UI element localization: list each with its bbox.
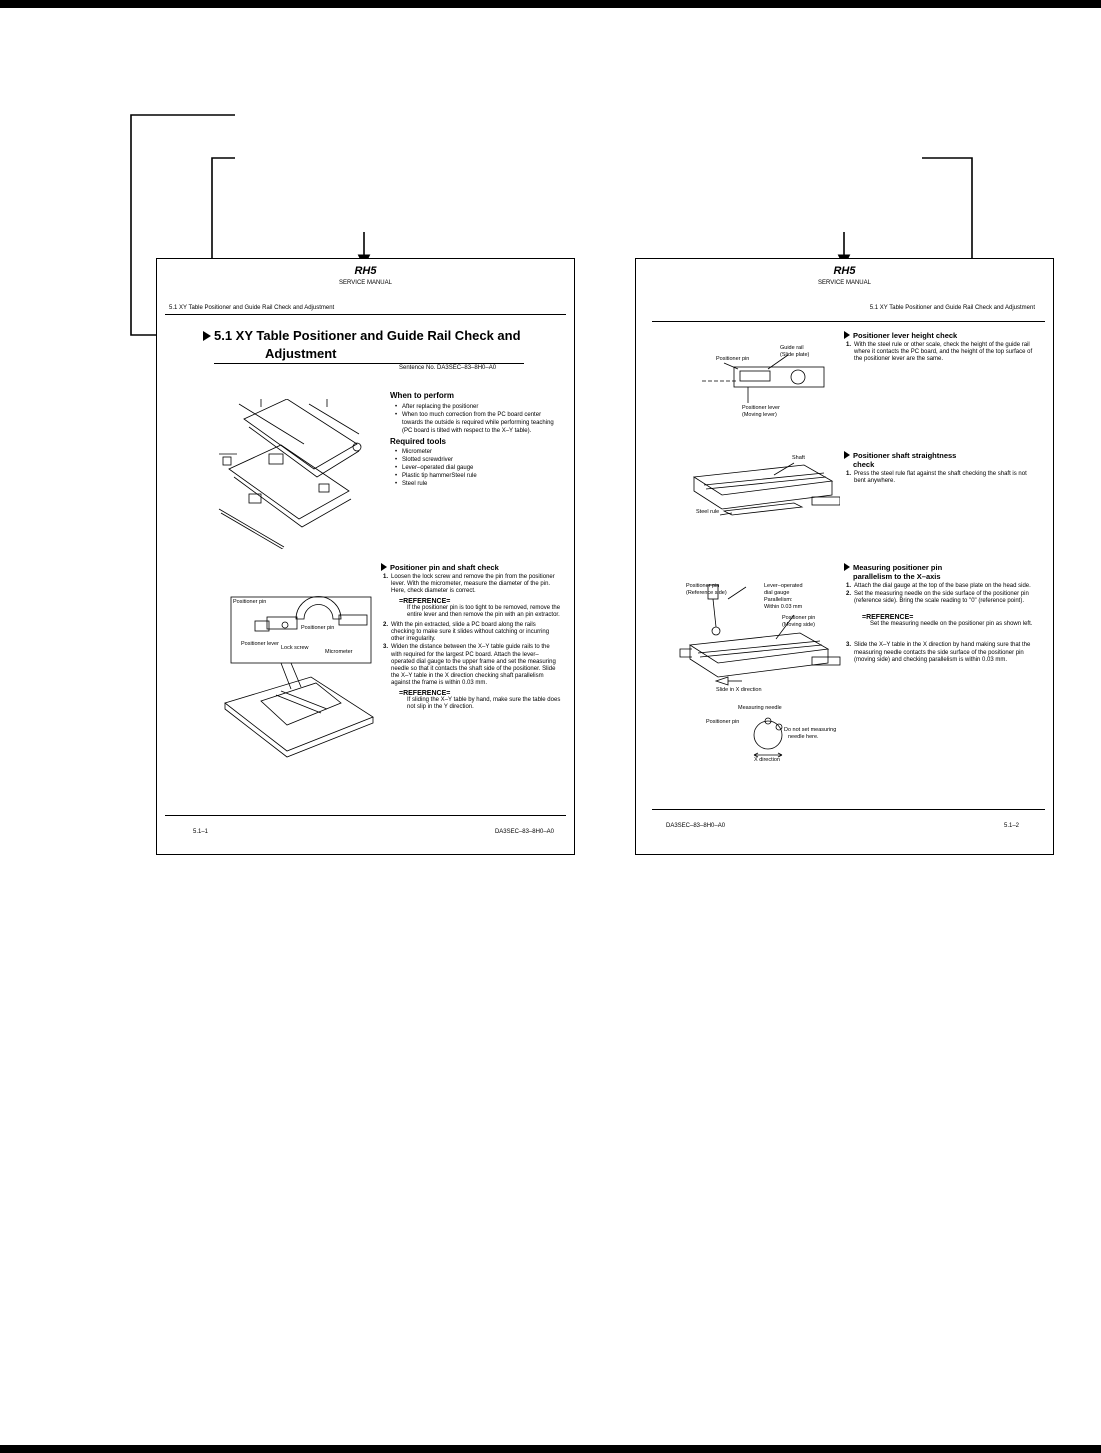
step-item: 2. With the pin extracted, slide a PC board along the rails checking to make sure it slides without catching or incurring other irregularity. [383,621,550,643]
reference-note: =REFERENCE= If sliding the X–Y table by hand, make sure the table does not slip in the Y direction. [399,689,561,711]
section-header: 5.1 XY Table Positioner and Guide Rail Check and Adjustment [869,305,1035,311]
tools-heading: Required tools [390,437,447,446]
label-positioner-pin: Positioner pin [716,356,750,362]
footer-page-number: 5.1–1 [193,829,209,835]
model-name: RH5 [354,265,377,277]
parallelism-figure [676,577,846,767]
shaft-straightness-section [844,451,1034,486]
pin-shaft-heading: Positioner pin and shaft check [381,563,561,572]
label-positioner-pin: Positioner pin [233,599,267,605]
label-moving-side: (Moving side) [782,622,816,628]
parallelism-section [844,563,1034,665]
label-slide-plate: (Slide plate) [780,352,810,358]
header-rule [165,314,566,315]
label-positioner-lever: Positioner lever [241,641,279,647]
label-shaft: Shaft [792,455,805,461]
label-positioner-lever: Positioner lever [742,405,780,411]
label-x-direction: X direction [754,757,780,763]
label-positioner-pin-2: Positioner pin [301,625,335,631]
header-rule [652,321,1045,322]
xy-table-exploded-figure [209,399,369,549]
label-parallelism-1: Parallelism: [764,597,793,603]
guide-rail-figure [698,341,838,437]
step-item: 1. Attach the dial gauge at the top of the base plate on the head side. [846,583,1031,589]
footer-rule [165,815,566,816]
label-positioner-pin-moving: Positioner pin [782,615,816,621]
sentence-number: Sentence No. DA3SEC–83–8H0–A0 [399,365,497,371]
title-rule [214,363,524,364]
left-manual-page [156,258,575,855]
label-do-not-set-2: needle here. [788,734,819,740]
label-positioner-pin-3: Positioner pin [706,719,740,725]
step-marker-icon [844,331,850,339]
footer-rule [652,809,1045,810]
manual-label: SERVICE MANUAL [818,280,871,286]
step-item: 3. Widen the distance between the X–Y table guide rails to the with required for the largest PC board. Attach the lever–operated dial gauge to the upper frame and set the measuring needle so that it contacts the shaft side of the positioner. Slide the X–Y table in the X direction checking shaft parallelism against the frame is within 0.03 mm. =REFERENCE= If sliding the X–Y table by hand, make sure the table does not slip in the Y direction. [383,644,561,711]
footer-doc-number: DA3SEC–83–8H0–A0 [666,823,726,829]
label-slide-x: Slide in X direction [716,687,762,693]
step-marker-icon [844,563,850,571]
title-marker-icon [203,331,211,341]
right-manual-page [635,258,1054,855]
label-lever-gauge-2: dial gauge [764,590,790,596]
positioner-check-drawing [221,591,375,769]
step-marker-icon [844,451,850,459]
pin-shaft-check-section [381,563,561,714]
parallelism-heading: Measuring positioner pin parallelism to the X–axis [844,563,1034,581]
tools-item: • Steel rule [402,480,560,488]
footer-page-number: 5.1–2 [1003,823,1019,829]
title-line-2: Adjustment [265,346,337,361]
step-item: 1. Loosen the lock screw and remove the pin from the positioner lever. With the micrometer, measure the diameter of the pin. Here, check diameter is correct. =REFERENCE= If the positioner pin is too tight to be removed, remove the entire lever and then remove the pin with an pin extractor. [383,574,561,619]
shaft-heading: Positioner shaft straightness check [844,451,1034,469]
reference-note: =REFERENCE= If the positioner pin is too tight to be removed, remove the entire lever and then remove the pin with an pin extractor. [399,597,561,619]
parallelism-drawing [676,577,846,767]
tools-item: • Plastic tip hammerSteel rule [402,472,560,480]
lever-height-section [844,331,1034,365]
title-line-1: 5.1 XY Table Positioner and Guide Rail Check and [214,328,521,343]
label-lock-screw: Lock screw [281,645,309,651]
tools-item: • Lever–operated dial gauge [402,464,560,472]
reference-note: =REFERENCE= Set the measuring needle on the positioner pin as shown left. [862,613,1033,627]
lever-height-steps [844,342,1034,364]
step-item: 2. Set the measuring needle on the side surface of the positioner pin (reference side). Bring the scale reading to "0" (reference point). =REFERENCE= Set the measuring needle on the positioner pin as shown left. [846,591,1033,627]
section-header: 5.1 XY Table Positioner and Guide Rail Check and Adjustment [169,305,335,311]
lever-height-heading: Positioner lever height check [844,331,1034,340]
tools-item: • Slotted screwdriver [402,456,560,464]
positioner-check-figure [221,591,375,769]
model-name: RH5 [833,265,856,277]
label-positioner-pin-ref: Positioner pin [686,583,720,589]
footer-doc-number: DA3SEC–83–8H0–A0 [494,829,554,835]
tools-item: • Micrometer [402,448,560,456]
shaft-straightness-figure [684,455,840,527]
step-item: 3. Slide the X–Y table in the X direction by hand making sure that the measuring needle contacts the side surface of the positioner pin (moving side) and checking parallelism is within 0.03 mm. [846,642,1031,663]
when-item: • When too much correction from the PC board center towards the outside is required while performing teaching (PC board is tilted with respect to the X–Y table). [402,411,560,435]
when-to-perform-section [390,391,560,488]
step-item: 1. Press the steel rule flat against the shaft checking the shaft is not bent anywhere. [846,471,1027,485]
label-reference-side: (Reference side) [686,590,727,596]
step-item: 1. With the steel rule or other scale, check the height of the guide rail where it contacts the PC board, and the height of the top surface of the positioner lever are the same. [846,342,1033,363]
label-steel-rule: Steel rule [696,509,720,515]
label-parallelism-2: Within 0.03 mm [764,604,803,610]
page-title [203,327,553,363]
label-measuring-needle: Measuring needle [738,705,782,711]
manual-label: SERVICE MANUAL [339,280,392,286]
label-lever-gauge-1: Lever–operated [764,583,803,589]
label-micrometer: Micrometer [325,649,353,655]
step-marker-icon [381,563,387,571]
label-guide-rail: Guide rail [780,345,804,351]
label-moving-lever: (Moving lever) [742,412,777,418]
when-list [390,403,560,435]
shaft-steps [844,471,1034,485]
label-do-not-set-1: Do not set measuring [784,727,837,733]
shaft-drawing [684,455,840,527]
parallelism-steps [844,583,1034,664]
when-heading: When to perform [390,391,454,400]
when-item: • After replacing the positioner [402,403,560,411]
tools-list [390,448,560,488]
pin-shaft-steps [381,574,561,712]
